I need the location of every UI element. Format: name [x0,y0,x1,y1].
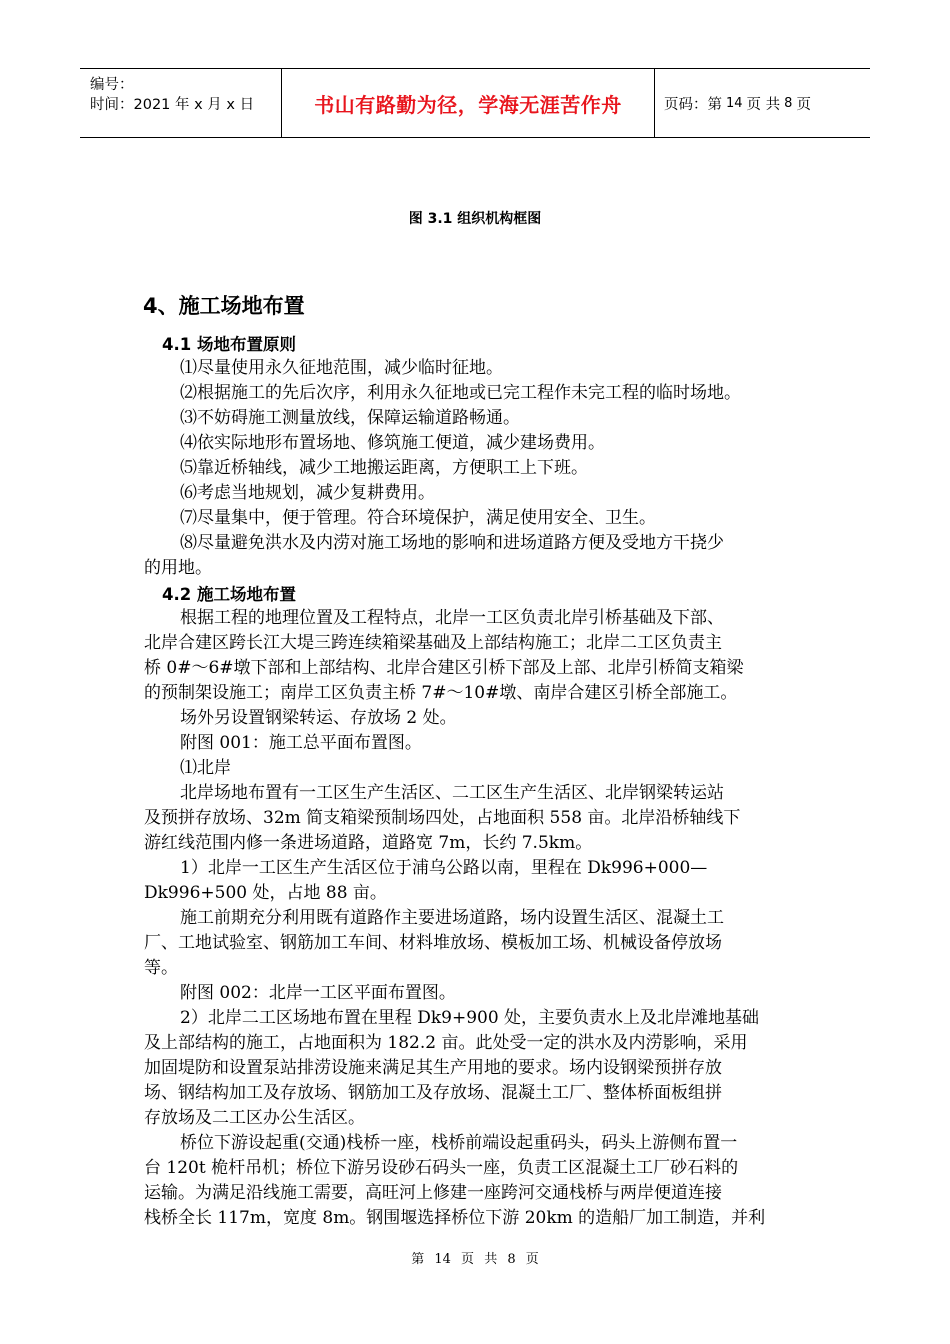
text-line: 北岸场地布置有一工区生产生活区、二工区生产生活区、北岸钢梁转运站 [180,783,724,803]
footer-word: 第 [411,1252,425,1267]
subsection-heading: 4.2 施工场地布置 [162,585,296,604]
subsection-heading: 4.1 场地布置原则 [162,335,296,354]
text-line: ⑵根据施工的先后次序，利用永久征地或已完工程作未完工程的临时场地。 [180,383,741,403]
text-line: 栈桥全长 117m，宽度 8m。钢围堰选择桥位下游 20km 的造船厂加工制造，并利 [144,1208,766,1228]
doc-date-label: 时间：2021 年 x 月 x 日 [90,97,255,113]
figure-caption: 图 3.1 组织机构框图 [408,211,542,227]
text-line: 的用地。 [144,558,212,578]
header-motto: 书山有路勤为径，学海无涯苦作舟 [314,92,622,117]
page-number: 14 [726,95,743,111]
text-line: 1）北岸一工区生产生活区位于浦乌公路以南，里程在 Dk996+000— [180,858,708,878]
footer-word: 页 [525,1252,539,1267]
text-line: 2）北岸二工区场地布置在里程 Dk9+900 处，主要负责水上及北岸滩地基础 [180,1008,760,1028]
text-line: 施工前期充分利用既有道路作主要进场道路，场内设置生活区、混凝土工 [180,908,724,928]
text-line: 桥 0#～6#墩下部和上部结构、北岸合建区引桥下部及上部、北岸引桥简支箱梁 [144,658,744,678]
footer-word: 页 [461,1252,475,1267]
text-line: Dk996+500 处，占地 88 亩。 [144,883,387,903]
text-line: 场外另设置钢梁转运、存放场 2 处。 [180,708,457,728]
page-prefix: 页码：第 [664,96,722,113]
text-line: 加固堤防和设置泵站排涝设施来满足其生产用地的要求。场内设钢梁预拼存放 [144,1058,722,1078]
text-line: 场、钢结构加工及存放场、钢筋加工及存放场、混凝土工厂、整体桥面板组拼 [144,1083,722,1103]
text-line: 桥位下游设起重(交通)栈桥一座，栈桥前端设起重码头，码头上游侧布置一 [180,1133,738,1153]
text-line: 根据工程的地理位置及工程特点，北岸一工区负责北岸引桥基础及下部、 [180,608,724,628]
page-header [80,68,870,138]
page-total: 8 [784,95,793,111]
page-mid: 页 共 [746,96,781,113]
header-page-info [664,69,811,137]
text-line: 台 120t 桅杆吊机；桥位下游另设砂石码头一座，负责工区混凝土工厂砂石料的 [144,1158,739,1178]
text-line: 厂、工地试验室、钢筋加工车间、材料堆放场、模板加工场、机械设备停放场 [144,933,722,953]
text-line: 运输。为满足沿线施工需要，高旺河上修建一座跨河交通栈桥与两岸便道连接 [144,1183,722,1203]
page-suffix: 页 [796,96,811,113]
doc-code-label: 编号： [90,77,134,93]
text-line: ⑻尽量避免洪水及内涝对施工场地的影响和进场道路方便及受地方干挠少 [180,533,724,553]
text-line: ⑺尽量集中，便于管理。符合环境保护，满足使用安全、卫生。 [180,508,656,528]
section-heading: 4、施工场地布置 [143,294,305,318]
text-line: ⑹考虑当地规划，减少复耕费用。 [180,483,435,503]
page-footer [0,1248,950,1267]
text-line: ⑴尽量使用永久征地范围，减少临时征地。 [180,358,503,378]
text-line: 北岸合建区跨长江大堤三跨连续箱梁基础及上部结构施工；北岸二工区负责主 [144,633,722,653]
header-divider [654,69,655,137]
text-line: 存放场及二工区办公生活区。 [144,1108,365,1128]
text-line: 等。 [144,958,178,978]
text-line: 的预制架设施工；南岸工区负责主桥 7#～10#墩、南岸合建区引桥全部施工。 [144,683,738,703]
text-line: 附图 001：施工总平面布置图。 [180,733,422,753]
text-line: 及预拼存放场、32m 简支箱梁预制场四处，占地面积 558 亩。北岸沿桥轴线下 [144,808,741,828]
text-line: 附图 002：北岸一工区平面布置图。 [180,983,456,1003]
footer-page-total: 8 [507,1252,516,1267]
footer-page-number: 14 [434,1252,451,1267]
text-line: ⑷依实际地形布置场地、修筑施工便道，减少建场费用。 [180,433,605,453]
text-line: 游红线范围内修一条进场道路，道路宽 7m，长约 7.5km。 [144,833,593,853]
footer-word: 共 [484,1252,498,1267]
text-line: ⑸靠近桥轴线，减少工地搬运距离，方便职工上下班。 [180,458,588,478]
text-line: ⑶不妨碍施工测量放线，保障运输道路畅通。 [180,408,520,428]
header-meta [80,69,280,137]
text-line: ⑴北岸 [180,758,231,778]
text-line: 及上部结构的施工，占地面积为 182.2 亩。此处受一定的洪水及内涝影响，采用 [144,1033,748,1053]
